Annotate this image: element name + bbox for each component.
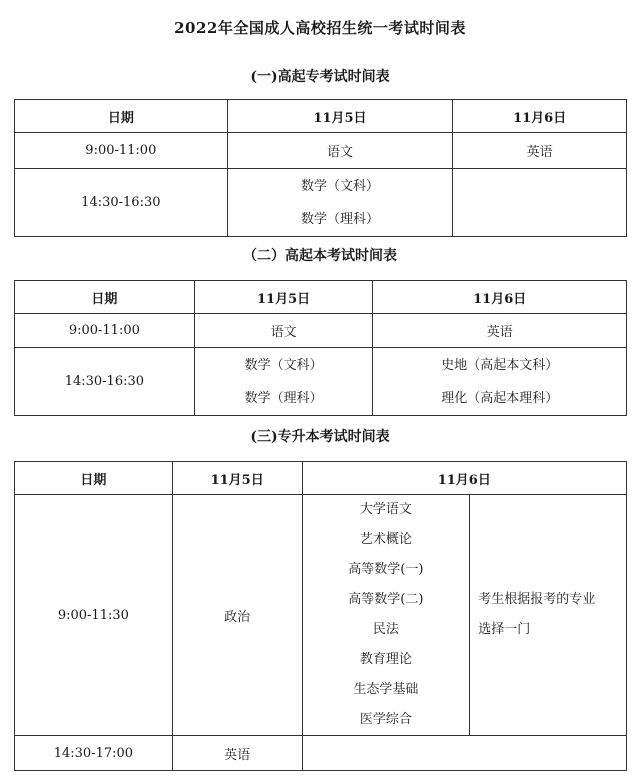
header-date: 日期	[15, 281, 195, 314]
day1-subject: 英语	[172, 736, 302, 771]
schedule-table-zhuanshengben	[14, 461, 627, 771]
header-day2: 11月6日	[373, 281, 627, 314]
section-title-gaoqiben: （二）高起本考试时间表	[243, 248, 397, 264]
day2-empty-cell	[302, 736, 626, 771]
subject-item: 生态学基础	[353, 682, 419, 697]
subject-item: 理化（高起本理科）	[441, 390, 559, 406]
day1-subject: 语文	[194, 314, 373, 348]
document-title: 2022年全国成人高校招生统一考试时间表	[174, 19, 466, 37]
section-title-gaoqizhuan: (一)高起专考试时间表	[250, 69, 390, 85]
selection-note	[470, 495, 627, 736]
subject-item: 高等数学(二)	[348, 592, 424, 607]
subject-item: 史地（高起本文科）	[441, 357, 559, 373]
subject-item: 数学（理科）	[300, 211, 379, 227]
header-date: 日期	[15, 462, 173, 495]
table-header-row	[15, 462, 627, 495]
table-row	[15, 348, 627, 416]
time-cell: 9:00-11:00	[15, 133, 228, 169]
header-date: 日期	[15, 100, 228, 133]
table-row	[15, 736, 627, 771]
day2-subject: 英语	[453, 133, 627, 169]
subject-item: 医学综合	[359, 712, 412, 727]
table-row	[15, 133, 627, 169]
table-header-row	[15, 100, 627, 133]
time-cell: 9:00-11:00	[15, 314, 195, 348]
subject-item: 数学（文科）	[244, 357, 323, 373]
day2-subject-list	[302, 495, 470, 736]
header-day2: 11月6日	[453, 100, 627, 133]
note-line: 选择一门	[478, 622, 531, 637]
subject-item: 教育理论	[359, 652, 412, 667]
table-row	[15, 169, 627, 237]
subject-item: 艺术概论	[359, 532, 412, 547]
subject-item: 数学（文科）	[300, 178, 379, 194]
day1-subjects	[194, 348, 373, 416]
table-header-row	[15, 281, 627, 314]
time-cell: 9:00-11:30	[15, 495, 173, 736]
time-cell: 14:30-16:30	[15, 169, 228, 237]
day2-empty-cell	[453, 169, 627, 237]
header-day1: 11月5日	[194, 281, 373, 314]
header-day1: 11月5日	[227, 100, 453, 133]
day1-subject: 政治	[172, 495, 302, 736]
schedule-table-gaoqizhuan	[14, 99, 627, 237]
day1-subjects	[227, 169, 453, 237]
header-day2: 11月6日	[302, 462, 626, 495]
section-title-zhuanshengben: (三)专升本考试时间表	[250, 429, 390, 445]
time-cell: 14:30-17:00	[15, 736, 173, 771]
note-line: 考生根据报考的专业	[478, 592, 596, 607]
day2-subjects	[373, 348, 627, 416]
schedule-table-gaoqiben	[14, 280, 627, 416]
table-row	[15, 495, 627, 736]
subject-item: 高等数学(一)	[348, 562, 424, 577]
table-row	[15, 314, 627, 348]
subject-item: 民法	[372, 622, 399, 637]
subject-item: 数学（理科）	[244, 390, 323, 406]
subject-item: 大学语文	[359, 502, 412, 517]
day2-subject: 英语	[373, 314, 627, 348]
header-day1: 11月5日	[172, 462, 302, 495]
day1-subject: 语文	[227, 133, 453, 169]
time-cell: 14:30-16:30	[15, 348, 195, 416]
